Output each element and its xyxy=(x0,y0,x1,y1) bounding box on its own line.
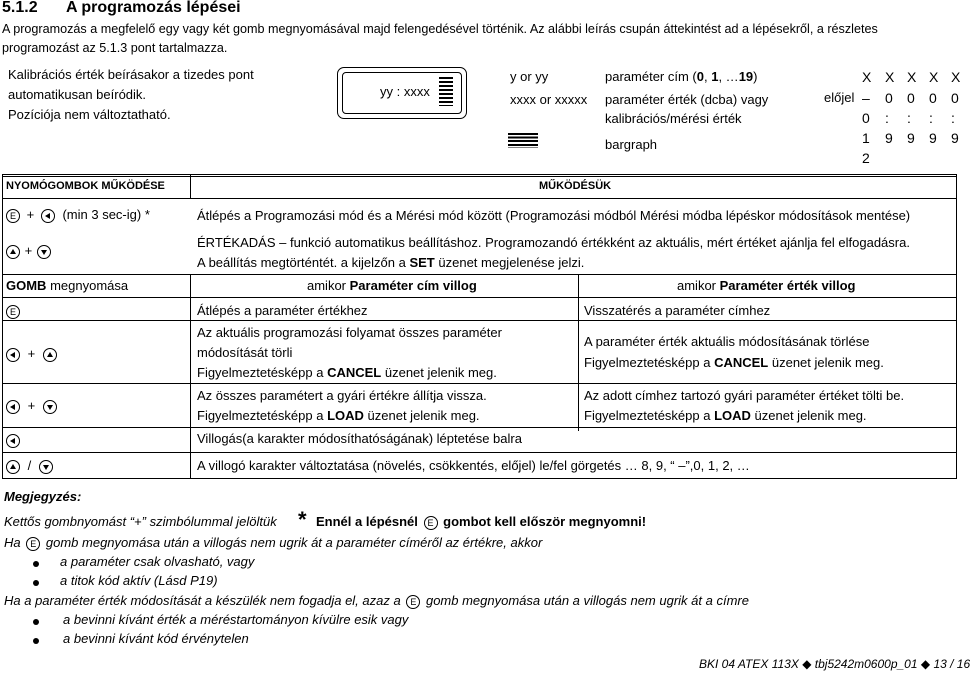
table-rule xyxy=(2,320,957,321)
digit-cell: 9 xyxy=(907,130,915,146)
e-button-icon: E xyxy=(26,537,40,551)
table-rule xyxy=(956,174,957,478)
l-row-key xyxy=(6,432,20,448)
legend-r2-left: xxxx or xxxxx xyxy=(510,92,588,107)
e-row-right: Visszatérés a paraméter címhez xyxy=(584,303,771,318)
section-title: A programozás lépései xyxy=(66,0,241,16)
table-rule xyxy=(2,274,957,275)
legend-r1-left: y or yy xyxy=(510,69,549,84)
sign-label: előjel xyxy=(824,90,855,105)
footer: BKI 04 ATEX 113X ◆ tbj5242m0600p_01 ◆ 13 / 16 xyxy=(699,657,970,671)
e-button-icon: E xyxy=(6,305,20,319)
left-arrow-icon xyxy=(6,400,20,414)
notes-line-1-bold: Ennél a lépésnél E gombot kell először megnyomni! xyxy=(316,514,647,529)
notes-title: Megjegyzés: xyxy=(4,489,82,504)
col3-header: amikor Paraméter érték villog xyxy=(677,278,856,293)
digit-cell: 9 xyxy=(929,130,937,146)
table-head-left: NYOMÓGOMBOK MŰKÖDÉSE xyxy=(6,180,165,192)
digit-cell: X xyxy=(885,69,895,85)
table-rule xyxy=(2,174,957,175)
legend-r4-right: bargraph xyxy=(605,137,658,152)
digit-cell: – xyxy=(862,90,870,106)
digit-cell: : xyxy=(885,110,889,126)
table-rule xyxy=(578,274,579,431)
bargraph-legend-icon xyxy=(508,133,538,148)
left-arrow-icon xyxy=(6,348,20,362)
e-button-icon: E xyxy=(406,595,420,609)
table-rule xyxy=(2,198,957,199)
bullet xyxy=(33,561,39,567)
table-rule xyxy=(2,452,957,453)
ld-mid-2: Figyelmeztetésképp a LOAD üzenet jelenik meg. xyxy=(197,408,480,423)
digit-cell: X xyxy=(951,69,961,85)
table-rule xyxy=(2,297,957,298)
lu-mid-1: Az aktuális programozási folyamat összes paraméter xyxy=(197,325,502,340)
calib-note-3: Pozíciója nem változtatható. xyxy=(8,107,171,122)
left-arrow-icon xyxy=(41,209,55,223)
notes-line-2: Ha E gomb megnyomása után a villogás nem ugrik át a paraméter címéről az értékre, akkor xyxy=(4,535,543,550)
down-arrow-icon xyxy=(39,460,53,474)
e-button-icon: E xyxy=(424,516,438,530)
down-arrow-icon xyxy=(43,400,57,414)
gomb-header: GOMB megnyomása xyxy=(6,278,129,293)
row2-desc-2: A beállítás megtörténtét. a kijelzőn a SET üzenet megjelenése jelzi. xyxy=(197,255,585,270)
ld-mid-1: Az összes paramétert a gyári értékre állítja vissza. xyxy=(197,388,487,403)
table-rule xyxy=(190,174,191,198)
legend-r1-right: paraméter cím (0, 1, …19) xyxy=(605,69,758,84)
table-rule xyxy=(190,274,191,478)
digit-cell: 9 xyxy=(951,130,959,146)
digit-cell: 0 xyxy=(951,90,959,106)
notes-bullet-1: a paraméter csak olvasható, vagy xyxy=(60,554,255,569)
legend-r2-right: paraméter érték (dcba) vagy xyxy=(605,92,769,107)
row2-keys: + xyxy=(6,243,51,259)
e-button-icon: E xyxy=(6,209,20,223)
l-row-mid: Villogás(a karakter módosíthatóságának) léptetése balra xyxy=(197,431,522,446)
lu-right-2: Figyelmeztetésképp a CANCEL üzenet jelenik meg. xyxy=(584,355,884,370)
bargraph-icon xyxy=(439,77,453,106)
diamond-icon: ◆ xyxy=(802,657,812,671)
col2-header: amikor Paraméter cím villog xyxy=(307,278,477,293)
intro-line-1: A programozás a megfelelő egy vagy két gomb megnyomásával majd felengedésével történik. Az alábbi leírás csupán áttekintést ad a lépésekről, a részletes xyxy=(2,22,878,36)
display-text: yy : xxxx xyxy=(380,84,430,99)
lu-right-1: A paraméter érték aktuális módosításának törlése xyxy=(584,334,870,349)
digit-cell: 9 xyxy=(885,130,893,146)
calib-note-2: automatikusan beíródik. xyxy=(8,87,147,102)
bullet xyxy=(33,619,39,625)
lu-row-keys: + xyxy=(6,346,57,362)
notes-line-1: Kettős gombnyomást “+” szimbólummal jelöltük xyxy=(4,514,277,529)
up-arrow-icon xyxy=(6,460,20,474)
row1-desc: Átlépés a Programozási mód és a Mérési mód között (Programozási módból Mérési módba lépéskor módosítások mentése) xyxy=(197,208,911,223)
digit-cell: X xyxy=(907,69,917,85)
lu-mid-3: Figyelmeztetésképp a CANCEL üzenet jelenik meg. xyxy=(197,365,497,380)
notes-line-3: Ha a paraméter érték módosítását a készülék nem fogadja el, azaz a E gomb megnyomása után a villogás nem ugrik át a címre xyxy=(4,593,749,608)
notes-bullet-4: a bevinni kívánt kód érvénytelen xyxy=(63,631,249,646)
calib-note-1: Kalibrációs érték beírásakor a tizedes pont xyxy=(8,67,254,82)
digit-cell: 0 xyxy=(885,90,893,106)
e-row-key xyxy=(6,303,20,319)
ud-row-keys: / xyxy=(6,458,53,474)
ld-row-keys: + xyxy=(6,398,57,414)
up-arrow-icon xyxy=(43,348,57,362)
digit-cell: : xyxy=(929,110,933,126)
table-rule xyxy=(2,427,957,428)
digit-cell: : xyxy=(951,110,955,126)
lu-mid-2: módosítását törli xyxy=(197,345,293,360)
notes-bullet-2: a titok kód aktív (Lásd P19) xyxy=(60,573,218,588)
intro-line-2: programozást az 5.1.3 pont tartalmazza. xyxy=(2,41,228,55)
table-rule xyxy=(2,383,957,384)
digit-cell: : xyxy=(907,110,911,126)
notes-bullet-3: a bevinni kívánt érték a méréstartományon kívülre esik vagy xyxy=(63,612,409,627)
left-arrow-icon xyxy=(6,434,20,448)
section-number: 5.1.2 xyxy=(2,0,38,16)
row1-keys: E + (min 3 sec-ig) * xyxy=(6,207,150,223)
e-row-mid: Átlépés a paraméter értékhez xyxy=(197,303,368,318)
ld-right-1: Az adott címhez tartozó gyári paraméter értéket tölti be. xyxy=(584,388,905,403)
legend-r3-right: kalibrációs/mérési érték xyxy=(605,111,742,126)
digit-cell: X xyxy=(929,69,939,85)
digit-cell: 1 xyxy=(862,130,870,146)
down-arrow-icon xyxy=(37,245,51,259)
up-arrow-icon xyxy=(6,245,20,259)
ld-right-2: Figyelmeztetésképp a LOAD üzenet jelenik meg. xyxy=(584,408,867,423)
digit-cell: X xyxy=(862,69,872,85)
row2-desc-1: ÉRTÉKADÁS – funkció automatikus beállításhoz. Programozandó értékként az aktuális, mért értéket ajánlja fel elfogadásra. xyxy=(197,235,910,250)
table-rule xyxy=(2,174,3,478)
bullet xyxy=(33,638,39,644)
digit-cell: 0 xyxy=(862,110,870,126)
table-head-right: MŰKÖDÉSÜK xyxy=(539,180,612,192)
diamond-icon: ◆ xyxy=(920,657,931,671)
ud-row-mid: A villogó karakter változtatása (növelés, csökkentés, előjel) le/fel görgetés … 8, 9, “ –”,0, 1, 2, … xyxy=(197,458,750,473)
asterisk: * xyxy=(298,507,307,532)
digit-cell: 0 xyxy=(907,90,915,106)
bullet xyxy=(33,580,39,586)
digit-cell: 0 xyxy=(929,90,937,106)
digit-cell: 2 xyxy=(862,150,870,166)
table-rule xyxy=(2,478,957,479)
display-box xyxy=(337,67,467,119)
table-rule xyxy=(2,176,957,177)
